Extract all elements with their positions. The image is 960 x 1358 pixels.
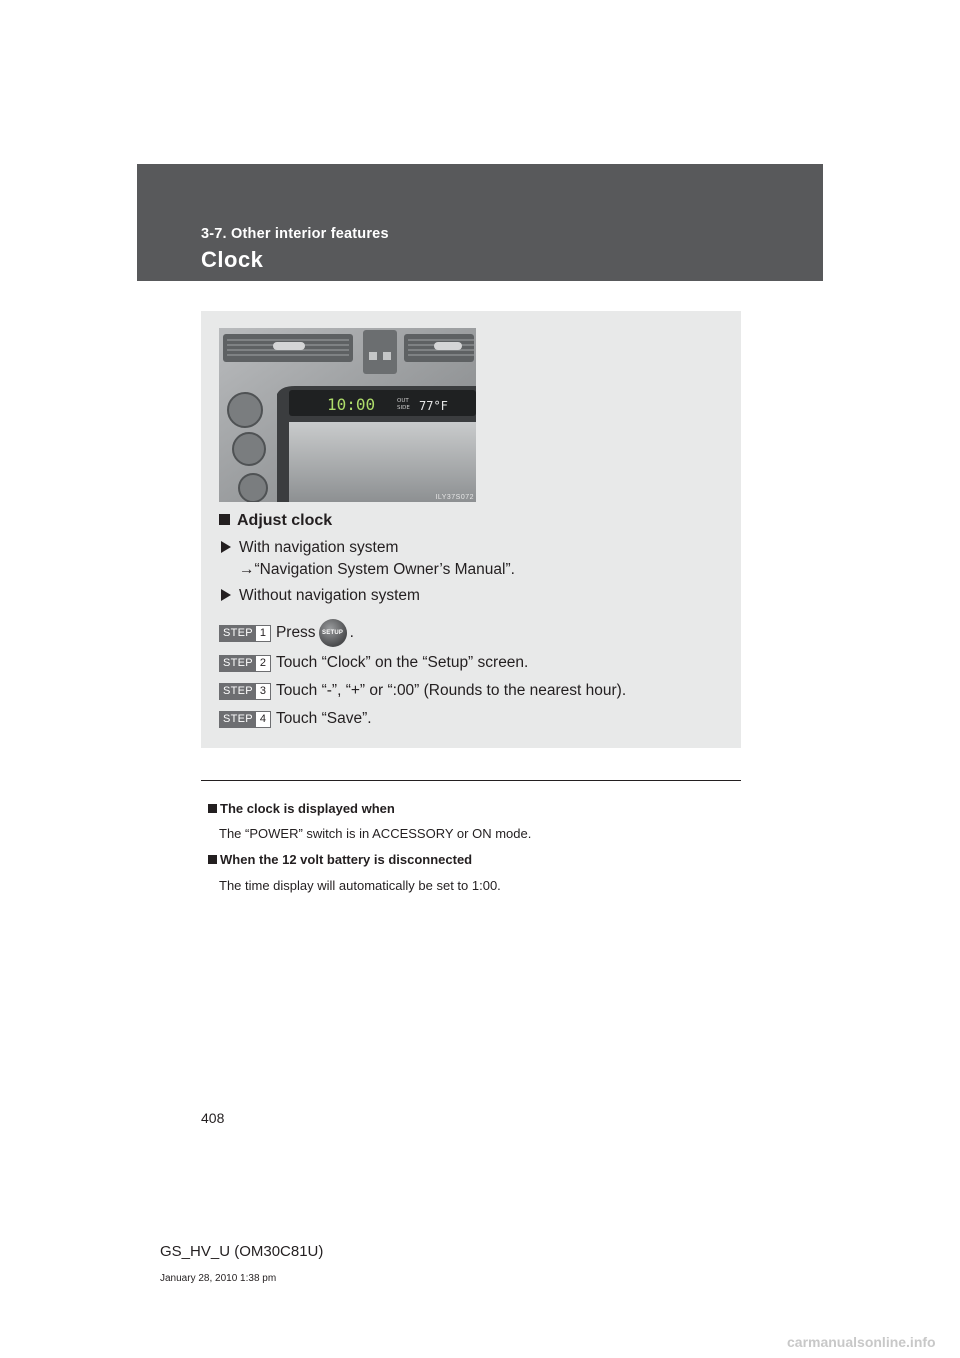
step-number: 3 <box>256 684 270 699</box>
note-heading-display <box>208 801 395 816</box>
step-3-text: Touch “-”, “+” or “:00” (Rounds to the nearest hour). <box>275 682 627 699</box>
step-number: 1 <box>256 626 270 641</box>
step-word: STEP <box>220 626 256 641</box>
watermark: carmanualsonline.info <box>787 1334 936 1350</box>
triangle-bullet-icon <box>221 589 231 601</box>
step-2-text: Touch “Clock” on the “Setup” screen. <box>275 654 529 671</box>
option-without-navigation <box>219 587 420 605</box>
square-bullet-icon <box>208 804 217 813</box>
page-title: Clock <box>201 247 264 272</box>
navigation-manual-reference: →“Navigation System Owner’s Manual”. <box>239 561 515 578</box>
note-heading-battery <box>208 852 472 867</box>
setup-button-icon: SETUP <box>319 619 347 647</box>
step-number: 4 <box>256 712 270 727</box>
note-2-heading: When the 12 volt battery is disconnected <box>220 852 473 867</box>
triangle-bullet-icon <box>221 541 231 553</box>
step-badge <box>219 711 271 728</box>
step-word: STEP <box>220 656 256 671</box>
notes-divider <box>201 780 741 781</box>
square-bullet-icon <box>219 514 230 525</box>
step-word: STEP <box>220 712 256 727</box>
clock-readout: 10:00 <box>327 395 376 414</box>
figure-code: ILY37S072 <box>435 494 474 501</box>
dashboard-clock-illustration <box>219 328 476 502</box>
step-number: 2 <box>256 656 270 671</box>
step-4 <box>219 710 372 728</box>
step-4-text: Touch “Save”. <box>275 710 372 727</box>
procedure-panel <box>201 311 741 748</box>
outside-label-2: SIDE <box>397 405 410 411</box>
document-date: January 28, 2010 1:38 pm <box>160 1273 277 1284</box>
step-3 <box>219 682 626 700</box>
option-with-navigation <box>219 539 398 557</box>
option-without-navigation-label: Without navigation system <box>239 587 420 604</box>
outside-temp: 77°F <box>419 399 448 413</box>
document-code: GS_HV_U (OM30C81U) <box>160 1243 324 1260</box>
chapter-header <box>137 164 823 281</box>
step-1-end: . <box>349 624 354 641</box>
step-1 <box>219 619 354 647</box>
step-badge <box>219 655 271 672</box>
page-number: 408 <box>201 1110 225 1126</box>
step-1-text: Press <box>275 624 316 641</box>
adjust-clock-heading <box>219 512 332 530</box>
dashboard-drawing <box>219 328 476 502</box>
note-1-heading: The clock is displayed when <box>220 801 395 816</box>
step-word: STEP <box>220 684 256 699</box>
note-2-body: The time display will automatically be set to 1:00. <box>219 878 501 893</box>
square-bullet-icon <box>208 855 217 864</box>
adjust-clock-label: Adjust clock <box>237 512 333 529</box>
step-badge <box>219 683 271 700</box>
step-badge <box>219 625 271 642</box>
section-label: 3-7. Other interior features <box>201 226 389 242</box>
option-with-navigation-label: With navigation system <box>239 539 399 556</box>
step-2 <box>219 654 528 672</box>
outside-label-1: OUT <box>397 398 409 404</box>
note-1-body: The “POWER” switch is in ACCESSORY or ON mode. <box>219 826 532 841</box>
